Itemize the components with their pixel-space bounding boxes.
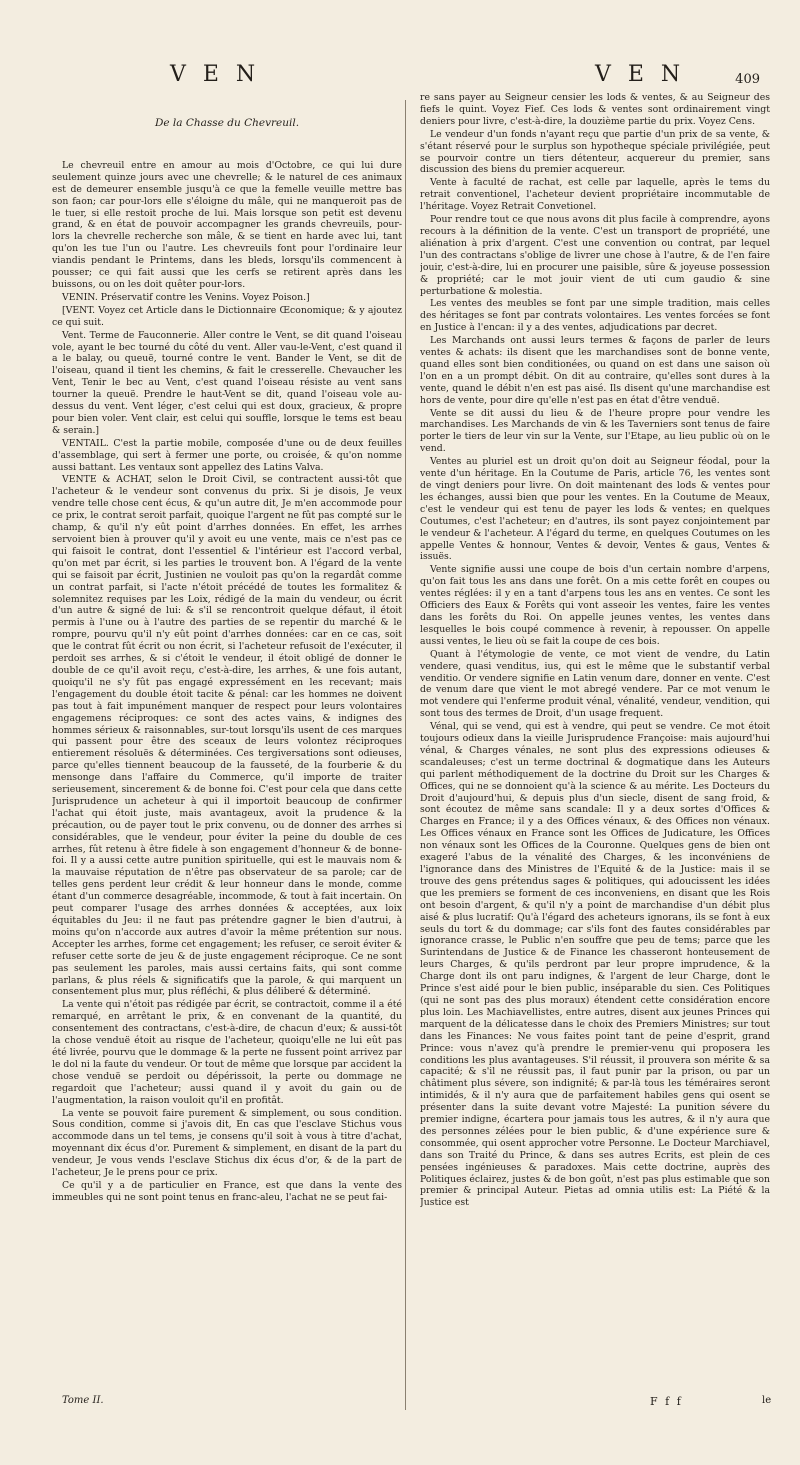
paragraph: VENIN. Préservatif contre les Venins. Voyez Poison.] — [62, 291, 310, 303]
section-title: De la Chasse du Chevreuil. — [154, 117, 300, 129]
left-running-head: V E N — [170, 62, 261, 87]
paragraph: La vente qui n'étoit pas rédigée par écrit, se contractoit, comme il a été remarqué, en arrêtant le prix, & en convenant de la quantité, du consentement des contractans, c'est-à-dire, de chacun d'eux; & aussi-tôt la chose venduë étoit au risque de l'acheteur, quoiqu'elle ne lui eût pas été livrée, pourvu que le dommage & la perte ne fussent point arrivez par le dol ni la faute du vendeur. Or tout de même que lorsque par accident la chose venduë se perdoit ou dépérissoit, la perte ou dommage ne regardoit que l'acheteur; aussi quand il y avoit du gain ou de l'augmentation, la raison vouloit qu'il en profitât. — [52, 999, 402, 1106]
left-column — [52, 110, 402, 1405]
page-number: 409 — [735, 72, 760, 87]
paragraph: Vente signifie aussi une coupe de bois d'un certain nombre d'arpens, qu'on fait tous les ans dans une forêt. On a mis cette forêt en coupes ou ventes réglées: il y en a tant d'arpens tous les ans en ventes. Ce sont les Officiers des Eaux & Forêts qui vont asseoir les ventes, faire les ventes dans les forêts du Roi. On appelle jeunes ventes, les ventes dans lesquelles le bois coupé commence à revenir, à repousser. On appelle aussi ventes, le lieu où se fait la coupe de ces bois. — [420, 564, 770, 647]
column-divider — [405, 100, 406, 1410]
paragraph: [VENT. Voyez cet Article dans le Dictionnaire Œconomique; & y ajoutez ce qui suit. — [52, 304, 402, 328]
paragraph: re sans payer au Seigneur censier les lods & ventes, & au Seigneur des fiefs le quint. Voyez Fief. Ces lods & ventes sont ordinairement vingt deniers pour livre, c'est-à-dire, la douzième partie du prix. Voyez Cens. — [420, 92, 770, 127]
paragraph: Vente à faculté de rachat, est celle par laquelle, après le tems du retrait conventionel, l'acheteur devient propriétaire incommutable de l'héritage. Voyez Retrait Convetionel. — [420, 177, 770, 213]
paragraph: Le vendeur d'un fonds n'ayant reçu que partie d'un prix de sa vente, & s'étant réservé pour le surplus son hypotheque spéciale privilégiée, peut se pourvoir contre un tiers détenteur, acquereur du premier, sans discussion des biens du premier acquereur. — [420, 128, 770, 176]
paragraph: Les Marchands ont aussi leurs termes & façons de parler de leurs ventes & achats: ils disent que les marchandises sont de bonne vente, quand elles sont bien conditionées, ou quand on est dans une saison où l'on en a un prompt débit. On dit au contraire, qu'elles sont dures à la vente, quand le débit n'en est pas aisé. Ils disent qu'une marchandise est hors de vente, pour dire qu'elle n'est pas en état d'être venduë. — [420, 335, 770, 406]
paragraph: Vénal, qui se vend, qui est à vendre, qui peut se vendre. Ce mot étoit toujours odieux dans la vieille Jurisprudence Françoise: mais aujourd'hui vénal, & Charges vénales, ne sont plus des expressions odieuses & scandaleuses; c'est un terme doctrinal & dogmatique dans les Auteurs qui parlent méthodiquement de la doctrine du Droit sur les Charges & Offices, qui ne se donnoient qu'à la science & au mérite. Les Docteurs du Droit d'aujourd'hui, & depuis plus d'un siecle, disent de sang froid, & sont écoutez de même sans scandale: Il y a deux sortes d'Offices & Charges en France; il y a des Offices vénaux, & des Offices non vénaux. Les Offices vénaux en France sont les Offices de Judicature, les Offices non vénaux sont les Offices de la Couronne. Quelques gens de bien ont exageré l'abus de la vénalité des Charges, & les inconvéniens de l'ignorance dans des Ministres de l'Equité & de la Justice: mais il se trouve des gens prétendus sages & politiques, qui adoucissent les idées que les premiers se forment de ces inconveniens, en disant que les Rois ont besoin d'argent, & qu'il n'y a point de marchandise d'un débit plus aisé & plus lucratif: Qu'à l'égard des acheteurs ignorans, ils se font à eux seuls du tort & du dommage; car s'ils font des fautes considérables par ignorance crasse, le Public n'en souffre que peu de tems; parce que les Surintendans de Justice & de Finance les chasseront honteusement de leurs Charges, & qu'ils perdront par leur propre imprudence, & la Charge dont ils ont paru indignes, & l'argent de leur Charge, dont le Prince s'est aidé pour le bien public, inséparable du sien. Ces Politiques (qui ne sont pas des plus moraux) étendent cette considération encore plus loin. Les Machiavellistes, entre autres, disent aux jeunes Princes qui marquent de la délicatesse dans le choix des Premiers Ministres; sur tout dans les Finances: Ne vous faites point tant de peine d'esprit, grand Prince: vous n'avez qu'à prendre le premier-venu qui proposera les conditions les plus avantageuses. S'il réussit, il prouvera son mérite & sa capacité; & s'il ne réussit pas, il faut punir par la prison, ou par un châtiment plus sévere, son indignité; & par-là tous les téméraires seront intimidés, & il n'y aura que de parfaitement habiles gens qui osent se présenter dans la suite devant votre Majesté: La punition sévere du premier indigne, écartera pour jamais tous les autres, & il n'y aura que des personnes zélées pour le bien public, & d'une expérience sure & consommée, qui osent approcher votre Personne. Le Docteur Marchiavel, dans son Traité du Prince, & dans ses autres Ecrits, est plein de ces pensées ingénieuses & paradoxes. Mais cette doctrine, auprès des Politiques éclairez, justes & de bon goût, n'est pas plus estimable que son premier & principal Auteur. Pietas ad omnia utilis est: La Piété & la Justice est — [420, 721, 770, 1209]
paragraph: VENTAIL. C'est la partie mobile, composée d'une ou de deux feuilles d'assemblage, qui sert à fermer une porte, ou croisée, & qu'on nomme aussi battant. Les ventaux sont appellez des Latins Valva. — [52, 437, 402, 473]
paragraph: VENTE & ACHAT, selon le Droit Civil, se contractent aussi-tôt que l'acheteur & le vendeur sont convenus du prix. Si je disois, Je veux vendre telle chose cent écus, & qu'un autre dit, Je m'en accommode pour ce prix, le contrat seroit parfait, quoique l'argent ne fût pas compté sur le champ, & qu'il n'y eût point d'arrhes données. En effet, les arrhes servoient bien à prouver qu'il y avoit eu une vente, mais ce n'est pas ce qui faisoit le contrat, dont l'essentiel & l'intérieur est l'accord verbal, qu'on met par écrit, si les parties le trouvent bon. A l'égard de la vente qui se faisoit par écrit, Justinien ne vouloit pas qu'on la regardât comme un contrat parfait, si l'acte n'étoit précédé de toutes les formalitez & solemnitez requises par les Loix, rédigé de la main du vendeur, ou écrit d'un autre & signé de lui: & s'il se rencontroit quelque défaut, il étoit permis à l'une ou à l'autre des parties de se repentir du marché & le rompre, pourvu qu'il n'y eût point d'arrhes données: car en ce cas, soit que le contrat fût écrit ou non écrit, si l'acheteur refusoit de l'exécuter, il perdoit ses arrhes, & si c'étoit le vendeur, il étoit obligé de donner le double de ce qu'il avoit reçu, c'est-à-dire, les arrhes, & une fois autant, quoiqu'il ne s'y fût pas engagé expressément en les recevant; mais l'engagement du double étoit tacite & pénal: car les hommes ne doivent pas tout à fait impunément manquer de respect pour leurs volontaires engagemens réciproques: ce sont des actes vains, & indignes des hommes sérieux & raisonnables, sur-tout lorsqu'ils usent de ces marques qui passent pour être des sceaux de leurs volontez réciproques entierement résoluës & déterminées. Ces tergiversations sont odieuses, parce qu'elles tiennent beaucoup de la fausseté, de la fourberie & du mensonge dans l'affaire du Commerce, qu'il importe de traiter serieusement, sincerement & de bonne foi. C'est pour cela que dans cette Jurisprudence un acheteur à qui il importoit beaucoup de confirmer l'achat qui étoit juste, mais avantageux, avoit la prudence & la précaution, ou de payer tout le prix convenu, ou de donner des arrhes si considérables, que le vendeur, pour éviter la peine du double de ces arrhes, fût retenu à être fidele à son engagement d'honneur & de bonne-foi. Il y a aussi cette autre punition spirituelle, qui est le mauvais nom & la mauvaise réputation de n'être pas observateur de sa parole; car de telles gens perdent leur crédit & leur honneur dans le monde, comme étant d'un commerce desagréable, incommode, & tout à fait incertain. On peut comparer l'usage des arrhes données & acceptées, aux loix équitables du Jeu: il ne faut pas prétendre gagner le bien d'autrui, à moins qu'on n'accorde aux autres d'avoir la même prétention sur nous. Accepter les arrhes, forme cet engagement; les refuser, ce seroit éviter & refuser cette sorte de jeu & de juste engagement réciproque. Ce ne sont pas seulement les paroles, mais aussi certains faits, qui sont comme parlans, & plus réels & significatifs que la parole, & qui marquent un consentement plus mur, plus réfléchi, & plus déliberé & déterminé. — [52, 474, 402, 998]
paragraph: Ce qu'il y a de particulier en France, est que dans la vente des immeubles qui ne sont point tenus en franc-aleu, l'achat ne se peut fai- — [52, 1179, 402, 1203]
paragraph: Ventes au pluriel est un droit qu'on doit au Seigneur féodal, pour la vente d'un héritage. En la Coutume de Paris, article 76, les ventes sont de vingt deniers pour livre. On doit maintenant des lods & ventes pour les échanges, aussi bien que pour les ventes. En la Coutume de Meaux, c'est le vendeur qui est tenu de payer les lods & ventes; en quelques Coutumes, c'est l'acheteur; en d'autres, ils sont payez conjointement par le vendeur & l'acheteur. A l'égard du terme, en quelques Coutumes on les appelle Ventes & honnour, Ventes & devoir, Ventes & gaus, Ventes & issuës. — [420, 456, 770, 563]
paragraph: Quant à l'étymologie de vente, ce mot vient de vendre, du Latin vendere, quasi venditus, ius, qui est le même que le substantif verbal venditio. Or vendere signifie en Latin venum dare, donner en vente. C'est de venum dare que vient le mot abregé vendere. Par ce mot venum le mot vendere qui l'enferme produit vénal, vénalité, vendeur, vendition, qui sont tous des termes de Droit, d'un usage frequent. — [420, 648, 770, 720]
catchword: le — [762, 1395, 772, 1406]
section-spacer — [52, 140, 402, 160]
running-header — [40, 62, 760, 92]
paragraph: Vent. Terme de Fauconnerie. Aller contre le Vent, se dit quand l'oiseau vole, ayant le bec tourné du côté du vent. Aller vau-le-Vent, c'est quand il a le balay, ou queuë, tourné contre le vent. Bander le Vent, se dit de l'oiseau, quand il tient les chemins, & fait le cresserelle. Chevaucher les Vent, Tenir le bec au Vent, c'est quand l'oiseau résiste au vent sans tourner la queuë. Prendre le haut-Vent se dit, quand l'oiseau vole au-dessus du vent. Vent léger, c'est celui qui est doux, gracieux, & propre pour bien voler. Vent clair, est celui qui souffle, lorsque le tems est beau & serain.] — [52, 329, 402, 436]
paragraph: Les ventes des meubles se font par une simple tradition, mais celles des héritages se font par contrats volontaires. Les ventes forcées se font en Justice à l'encan: il y a des ventes, adjudications par decret. — [420, 298, 770, 334]
paragraph: Vente se dit aussi du lieu & de l'heure propre pour vendre les marchandises. Les Marchands de vin & les Taverniers sont tenus de faire porter le tiers de leur vin sur la Vente, sur l'Etape, au lieu public où on le vend. — [420, 407, 770, 455]
paragraph: Pour rendre tout ce que nous avons dit plus facile à comprendre, ayons recours à la définition de la vente. C'est un transport de propriété, une aliénation à prix d'argent. C'est une convention ou contrat, par lequel l'un des contractans s'oblige de livrer une chose à l'autre, & de l'en faire jouir, c'est-à-dire, lui en procurer une paisible, sûre & joyeuse possession & propriété; car le mot jouir vient de uti cum gaudio & sine perturbatione & molestia. — [420, 214, 770, 297]
paragraph: La vente se pouvoit faire purement & simplement, ou sous condition. Sous condition, comme si j'avois dit, En cas que l'esclave Stichus vous accommode dans un tel tems, je consens qu'il soit à vous à titre d'achat, moyennant dix écus d'or. Purement & simplement, en disant de la part du vendeur, Je vous vends l'esclave Stichus dix écus d'or, & de la part de l'acheteur, Je le prens pour ce prix. — [52, 1107, 402, 1179]
volume-label: Tome II. — [62, 1395, 104, 1406]
signature-mark: F f f — [650, 1395, 683, 1408]
right-column — [420, 92, 770, 1387]
right-running-head: V E N — [595, 62, 686, 87]
paragraph: Le chevreuil entre en amour au mois d'Octobre, ce qui lui dure seulement quinze jours avec une chevrelle; & le naturel de ces animaux est de demeurer ensemble jusqu'à ce que la femelle veuille mettre bas son faon; car pour-lors elle s'éloigne du mâle, qui ne manqueroit pas de le tuer, si elle restoit proche de lui. Mais lorsque son petit est devenu grand, & en état de pouvoir accompagner les grands chevreuils, pour-lors la chevrelle recherche son mâle, & se tient en harde avec lui, tant qu'on les tue l'un ou l'autre. Les chevreuils font pour l'ordinaire leur viandis pendant le Printems, dans les bleds, lorsqu'ils commencent à pousser; ce qui fait aussi que les cerfs se retirent après dans les buissons, ou on les doit quêter pour-lors. — [52, 159, 402, 290]
